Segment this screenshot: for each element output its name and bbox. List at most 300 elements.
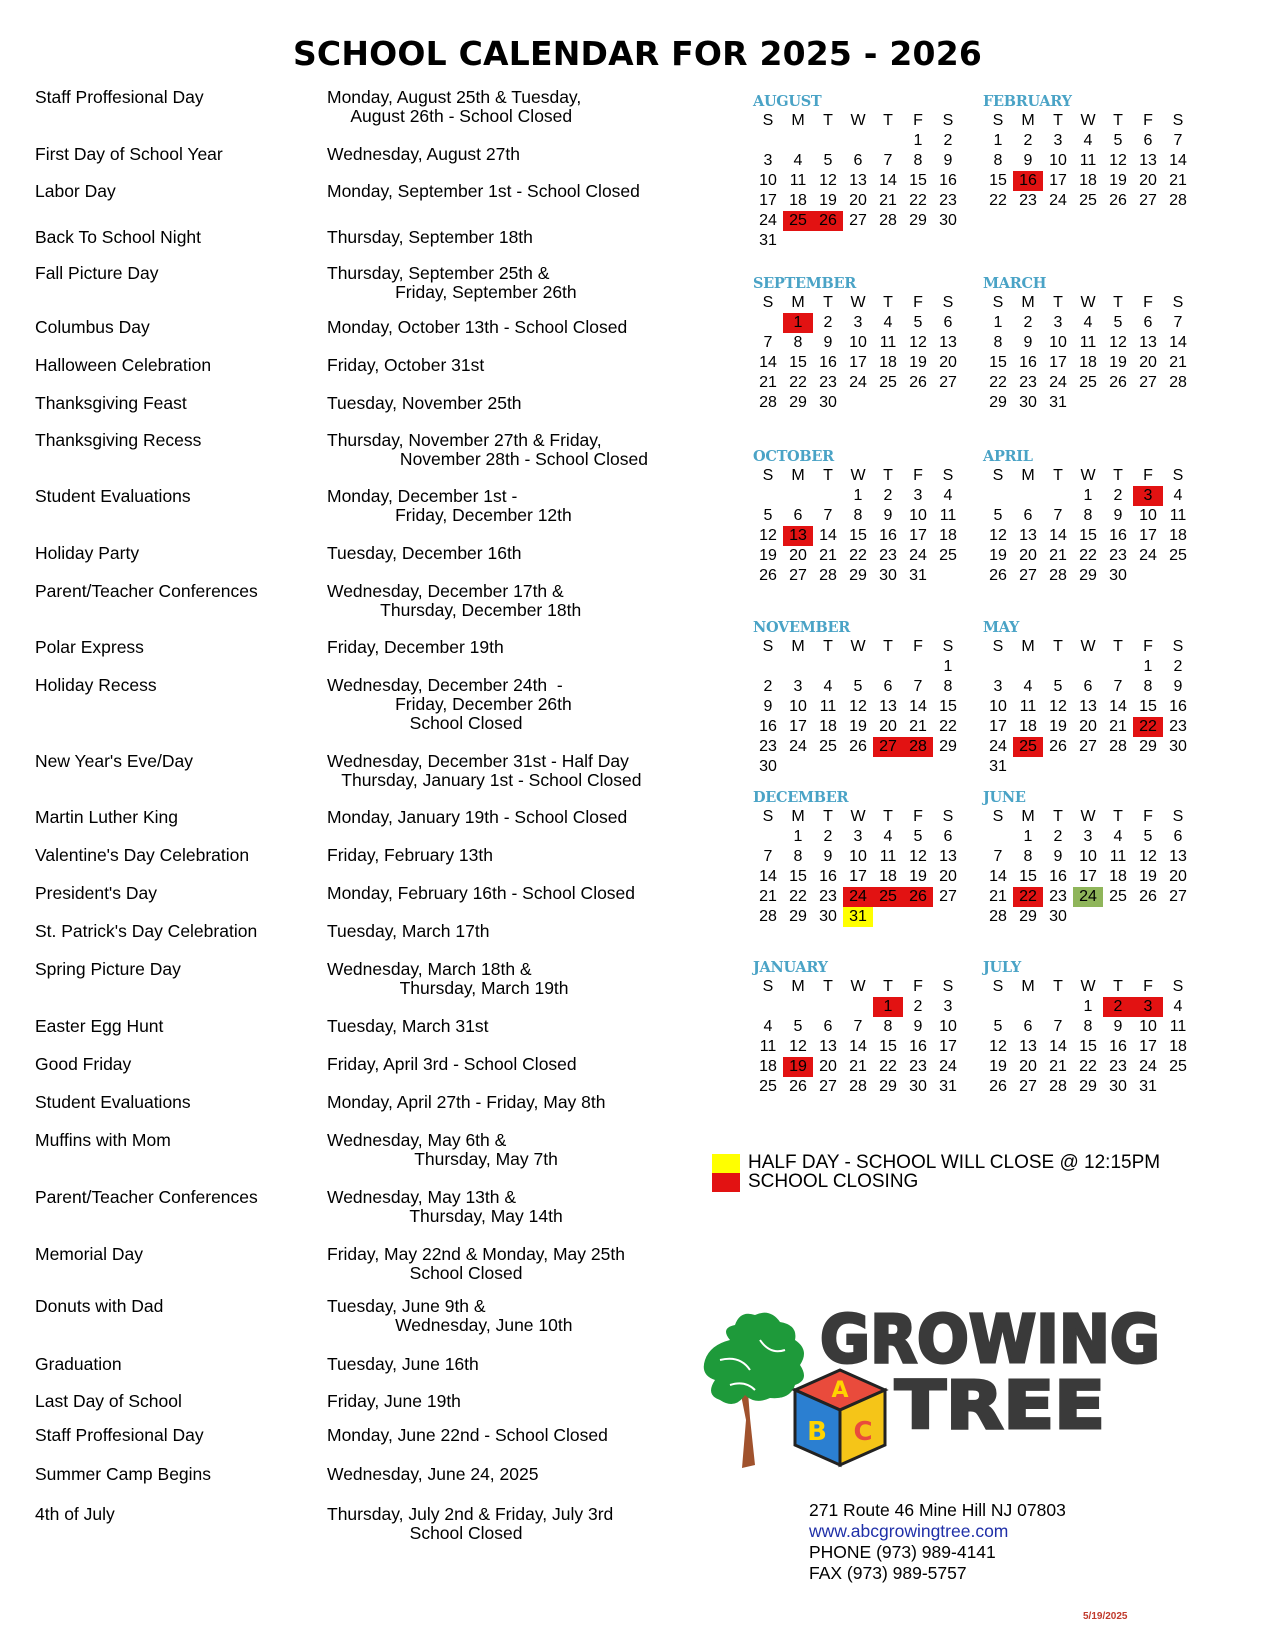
calendar-day: 4 [793,152,803,169]
calendar-day: 14 [1049,527,1067,544]
calendar-week [983,131,1198,151]
calendar-day [843,657,873,677]
event-name: Spring Picture Day [35,959,181,979]
calendar-day [933,566,963,586]
weekday-label: T [823,112,833,129]
calendar-day: 11 [939,507,957,524]
weekday-label: F [913,112,923,129]
calendar-week [983,847,1198,867]
calendar-week [753,313,968,333]
calendar-week [983,997,1198,1017]
calendar-day: 19 [819,192,837,209]
calendar-day: 25 [1079,192,1097,209]
calendar-day: 16 [1109,527,1127,544]
event-date: Monday, April 27th - Friday, May 8th [327,1092,606,1112]
calendar-day: 9 [1023,152,1033,169]
calendar-day: 25 [1169,1058,1187,1075]
logo-text-growing: GROWING [820,1301,1160,1378]
weekday-header [983,637,1198,657]
calendar-day: 8 [993,152,1003,169]
event-date: Monday, September 1st - School Closed [327,181,640,201]
calendar-day: 8 [1143,678,1153,695]
calendar-week [753,887,968,907]
calendar-week [753,151,968,171]
calendar-day: 8 [793,848,803,865]
weekday-label: F [913,638,923,655]
calendar-day [1103,907,1133,927]
calendar-week [983,1077,1198,1097]
calendar-day [1133,393,1163,413]
calendar-day: 18 [1079,354,1097,371]
calendar-day: 3 [853,828,863,845]
calendar-day: 16 [879,527,897,544]
month-title: SEPTEMBER [753,275,856,292]
calendar-day: 11 [1169,507,1187,524]
calendar-day: 25 [873,887,903,907]
calendar-day: 26 [903,887,933,907]
weekday-label: M [791,467,805,484]
weekday-label: S [762,978,774,995]
calendar-day: 18 [789,192,807,209]
calendar-day: 29 [849,567,867,584]
calendar-day: 26 [849,738,867,755]
calendar-day: 13 [1139,152,1157,169]
calendar-day: 16 [819,354,837,371]
calendar-day [813,131,843,151]
logo-text-tree: TREE [895,1367,1105,1444]
month-calendar-november [753,619,968,777]
calendar-day: 30 [1019,394,1037,411]
weekday-label: S [992,112,1004,129]
weekday-label: S [992,978,1004,995]
month-title: MAY [983,619,1020,636]
calendar-day: 11 [819,698,837,715]
weekday-label: W [1080,467,1096,484]
calendar-day: 19 [989,1058,1007,1075]
calendar-day: 24 [849,374,867,391]
calendar-day: 16 [1049,868,1067,885]
calendar-day: 15 [1079,1038,1097,1055]
calendar-day [873,907,903,927]
calendar-day [903,393,933,413]
weekday-label: T [823,978,833,995]
calendar-day: 7 [883,152,893,169]
calendar-day: 10 [1079,848,1097,865]
calendar-day: 5 [1113,132,1123,149]
event-date: Friday, December 19th [327,637,504,657]
calendar-week [753,997,968,1017]
event-name: First Day of School Year [35,144,223,164]
month-title: DECEMBER [753,789,849,806]
calendar-day [813,486,843,506]
event-date: Tuesday, December 16th [327,543,522,563]
weekday-header [753,293,968,313]
calendar-day: 17 [1049,172,1067,189]
calendar-day: 14 [849,1038,867,1055]
month-calendar-july [983,959,1198,1097]
event-date: Thursday, July 2nd & Friday, July 3rd School Closed [327,1504,614,1543]
event-name: Holiday Party [35,543,140,563]
calendar-day [1133,757,1163,777]
calendar-day: 20 [879,718,897,735]
calendar-day: 22 [1079,547,1097,564]
calendar-day: 15 [879,1038,897,1055]
calendar-day: 4 [1173,487,1183,504]
calendar-day: 25 [879,374,897,391]
event-date: Thursday, November 27th & Friday, November 28th - School Closed [327,430,648,469]
calendar-day: 2 [913,998,923,1015]
calendar-day: 8 [883,1018,893,1035]
calendar-day: 20 [1139,354,1157,371]
calendar-day: 3 [1053,314,1063,331]
calendar-day: 5 [793,1018,803,1035]
calendar-day: 3 [1133,486,1163,506]
weekday-label: T [823,294,833,311]
calendar-day: 7 [853,1018,863,1035]
month-calendar-january [753,959,968,1097]
weekday-label: S [1172,467,1184,484]
calendar-day: 3 [943,998,953,1015]
calendar-day: 15 [789,354,807,371]
calendar-day: 4 [1023,678,1033,695]
calendar-day: 18 [1169,527,1187,544]
calendar-day: 8 [853,507,863,524]
calendar-day: 3 [913,487,923,504]
weekday-label: S [1172,808,1184,825]
month-calendar-february [983,93,1198,211]
calendar-day: 31 [1049,394,1067,411]
calendar-day: 9 [823,334,833,351]
calendar-day: 28 [903,737,933,757]
weekday-label: S [942,467,954,484]
calendar-day: 6 [943,828,953,845]
calendar-day: 13 [849,172,867,189]
calendar-week [983,717,1198,737]
event-date: Wednesday, June 24, 2025 [327,1464,539,1484]
calendar-day: 22 [989,192,1007,209]
event-name: Martin Luther King [35,807,178,827]
calendar-day: 17 [849,868,867,885]
calendar-day: 7 [993,848,1003,865]
calendar-week [753,847,968,867]
month-title: JUNE [983,789,1026,806]
calendar-week [983,907,1198,927]
calendar-day: 17 [1079,868,1097,885]
calendar-day: 28 [759,394,777,411]
calendar-day: 10 [909,507,927,524]
calendar-week [983,757,1198,777]
calendar-week [753,131,968,151]
calendar-day [903,907,933,927]
calendar-day [843,997,873,1017]
event-name: Memorial Day [35,1244,143,1264]
calendar-day: 10 [1049,152,1067,169]
calendar-day: 24 [759,212,777,229]
calendar-day: 21 [759,888,777,905]
weekday-label: S [992,638,1004,655]
calendar-week [983,1037,1198,1057]
calendar-day: 20 [1169,868,1187,885]
calendar-day: 14 [819,527,837,544]
calendar-day: 24 [1139,547,1157,564]
calendar-day [1103,757,1133,777]
phone: PHONE (973) 989-4141 [809,1542,996,1562]
calendar-day: 28 [819,567,837,584]
calendar-day [933,907,963,927]
event-date: Monday, June 22nd - School Closed [327,1425,608,1445]
event-date: Friday, April 3rd - School Closed [327,1054,577,1074]
weekday-label: T [883,467,893,484]
calendar-week [753,191,968,211]
calendar-week [983,677,1198,697]
calendar-day: 6 [793,507,803,524]
calendar-day: 11 [879,334,897,351]
month-calendar-december [753,789,968,927]
calendar-day [843,757,873,777]
calendar-day [873,393,903,413]
event-name: Parent/Teacher Conferences [35,1187,258,1207]
calendar-day: 10 [939,1018,957,1035]
calendar-week [753,373,968,393]
calendar-day [1163,757,1193,777]
calendar-day: 24 [843,887,873,907]
event-date: Wednesday, March 18th & Thursday, March 19th [327,959,569,998]
block-letter-c: C [853,1417,873,1447]
month-title: JANUARY [753,959,828,976]
calendar-day: 17 [939,1038,957,1055]
event-name: Thanksgiving Feast [35,393,187,413]
calendar-day: 14 [909,698,927,715]
calendar-day: 9 [943,152,953,169]
calendar-day: 5 [763,507,773,524]
calendar-day [1163,393,1193,413]
calendar-day: 4 [943,487,953,504]
weekday-label: S [992,467,1004,484]
calendar-day [1103,657,1133,677]
calendar-day [843,131,873,151]
calendar-day: 5 [1113,314,1123,331]
weekday-label: M [791,638,805,655]
calendar-day: 18 [1019,718,1037,735]
calendar-day: 21 [909,718,927,735]
weekday-label: S [762,294,774,311]
calendar-day [813,997,843,1017]
calendar-day: 9 [1113,1018,1123,1035]
calendar-day: 2 [943,132,953,149]
calendar-day: 24 [1049,374,1067,391]
calendar-day: 25 [819,738,837,755]
month-title: FEBRUARY [983,93,1072,110]
calendar-day: 5 [913,314,923,331]
weekday-label: M [791,978,805,995]
page-title: SCHOOL CALENDAR FOR 2025 - 2026 [292,34,983,73]
address: 271 Route 46 Mine Hill NJ 07803 [809,1500,1066,1520]
event-name: Good Friday [35,1054,132,1074]
calendar-day: 20 [819,1058,837,1075]
calendar-day: 26 [1109,374,1127,391]
calendar-day: 26 [789,1078,807,1095]
calendar-day: 22 [1079,1058,1097,1075]
calendar-day: 21 [849,1058,867,1075]
calendar-week [753,1057,968,1077]
event-name: Holiday Recess [35,675,157,695]
calendar-day: 1 [943,658,953,675]
calendar-day: 11 [1079,334,1097,351]
event-date: Wednesday, May 6th & Thursday, May 7th [327,1130,558,1169]
weekday-label: F [1143,978,1153,995]
weekday-label: S [942,978,954,995]
calendar-day: 5 [993,507,1003,524]
calendar-day: 13 [939,334,957,351]
calendar-day: 1 [853,487,863,504]
website-link[interactable]: www.abcgrowingtree.com [809,1521,1009,1541]
calendar-day: 1 [1083,998,1093,1015]
event-name: Muffins with Mom [35,1130,171,1150]
calendar-day: 7 [913,678,923,695]
calendar-day [753,486,783,506]
calendar-day: 9 [1173,678,1183,695]
calendar-day: 24 [789,738,807,755]
calendar-day: 11 [789,172,807,189]
calendar-day: 26 [909,374,927,391]
weekday-label: S [942,294,954,311]
calendar-day: 8 [793,334,803,351]
calendar-day: 27 [819,1078,837,1095]
calendar-day: 2 [1023,314,1033,331]
calendar-day: 2 [823,314,833,331]
weekday-label: T [1053,467,1063,484]
calendar-day [983,486,1013,506]
calendar-day: 23 [1019,192,1037,209]
calendar-day: 29 [909,212,927,229]
calendar-day: 4 [1173,998,1183,1015]
calendar-day: 26 [813,211,843,231]
calendar-day: 1 [1023,828,1033,845]
weekday-label: W [850,978,866,995]
calendar-day [843,231,873,251]
weekday-label: F [913,294,923,311]
calendar-week [753,526,968,546]
calendar-week [983,657,1198,677]
weekday-label: M [1021,978,1035,995]
calendar-day: 10 [849,848,867,865]
calendar-day: 6 [853,152,863,169]
calendar-day: 25 [1109,888,1127,905]
calendar-day: 29 [1019,908,1037,925]
month-calendar-june [983,789,1198,927]
calendar-day [873,131,903,151]
calendar-week [983,313,1198,333]
calendar-day [903,757,933,777]
event-date: Tuesday, June 16th [327,1354,479,1374]
block-letter-a: A [831,1378,849,1403]
event-date: Monday, December 1st - Friday, December 12th [327,486,572,525]
calendar-week [753,1037,968,1057]
calendar-day: 5 [1143,828,1153,845]
calendar-day: 24 [939,1058,957,1075]
calendar-day: 31 [909,567,927,584]
weekday-label: S [942,112,954,129]
calendar-day: 8 [913,152,923,169]
calendar-day [753,827,783,847]
calendar-day: 11 [759,1038,777,1055]
event-name: Thanksgiving Recess [35,430,202,450]
calendar-day: 25 [1079,374,1097,391]
weekday-label: T [1113,638,1123,655]
calendar-day [1043,657,1073,677]
month-title: AUGUST [753,93,822,110]
calendar-day: 21 [1169,354,1187,371]
calendar-day [783,486,813,506]
calendar-day: 11 [1169,1018,1187,1035]
calendar-day: 27 [789,567,807,584]
calendar-day: 18 [879,868,897,885]
calendar-day: 15 [989,172,1007,189]
calendar-day: 21 [989,888,1007,905]
calendar-day: 1 [873,997,903,1017]
calendar-day: 23 [1109,1058,1127,1075]
calendar-day: 19 [989,547,1007,564]
calendar-day: 9 [883,507,893,524]
calendar-week [983,827,1198,847]
calendar-day: 8 [1083,1018,1093,1035]
calendar-day: 29 [1139,738,1157,755]
calendar-day: 17 [1139,1038,1157,1055]
calendar-day: 4 [1113,828,1123,845]
month-title: JULY [983,959,1021,976]
weekday-label: W [850,808,866,825]
calendar-day: 13 [1169,848,1187,865]
calendar-day: 29 [989,394,1007,411]
weekday-label: T [883,978,893,995]
weekday-label: T [1053,978,1063,995]
calendar-day: 3 [793,678,803,695]
weekday-header [983,111,1198,131]
calendar-week [753,717,968,737]
weekday-label: T [883,638,893,655]
event-date: Friday, October 31st [327,355,485,375]
event-date: Friday, May 22nd & Monday, May 25th School Closed [327,1244,625,1283]
event-name: St. Patrick's Day Celebration [35,921,258,941]
revision-date: 5/19/2025 [1083,1611,1128,1622]
calendar-day: 12 [909,848,927,865]
calendar-day [1073,757,1103,777]
weekday-label: T [1053,808,1063,825]
weekday-header [753,466,968,486]
calendar-day: 15 [1019,868,1037,885]
calendar-day: 13 [1079,698,1097,715]
calendar-day: 5 [823,152,833,169]
weekday-label: S [992,294,1004,311]
weekday-header [753,977,968,997]
calendar-day: 23 [1019,374,1037,391]
calendar-day: 26 [1049,738,1067,755]
calendar-day: 24 [1049,192,1067,209]
weekday-label: S [762,467,774,484]
calendar-day [783,757,813,777]
calendar-week [983,1017,1198,1037]
event-date: Tuesday, June 9th & Wednesday, June 10th [327,1296,573,1335]
calendar-day: 4 [1083,314,1093,331]
calendar-day: 12 [1139,848,1157,865]
calendar-day: 6 [883,678,893,695]
calendar-day: 21 [879,192,897,209]
calendar-day: 30 [879,567,897,584]
calendar-week [753,171,968,191]
event-name: Last Day of School [35,1391,182,1411]
calendar-day [1073,393,1103,413]
calendar-day: 5 [853,678,863,695]
